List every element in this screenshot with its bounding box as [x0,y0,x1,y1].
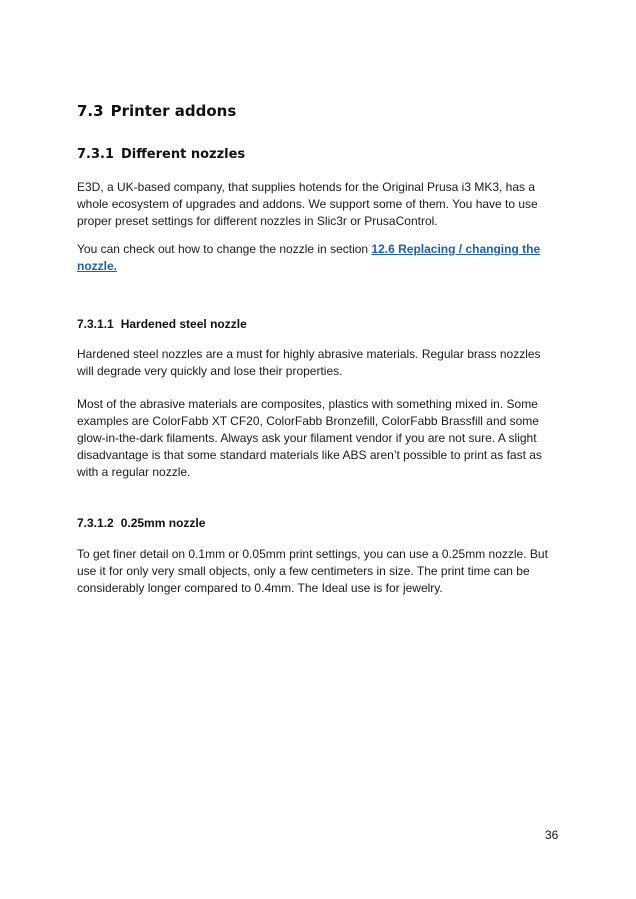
small-nozzle-title: 0.25mm nozzle [120,516,206,530]
nozzles-intro-paragraph: E3D, a UK-based company, that supplies hotends for the Original Prusa i3 MK3, has a whole ecosystem of upgrades and addons. We support some of them. You have to use proper preset settings for different nozzles in Slic3r or PrusaControl. [77,180,538,228]
subsection-heading [77,147,245,162]
small-nozzle-heading [77,516,205,530]
hardened-paragraph-1: Hardened steel nozzles are a must for highly abrasive materials. Regular brass nozzles will degrade very quickly and lose their properties. [77,347,541,378]
section-number: 7.3 [77,102,104,120]
replacing-nozzle-link[interactable]: 12.6 Replacing / changing the nozzle. [77,242,541,273]
small-nozzle-paragraph: To get finer detail on 0.1mm or 0.05mm print settings, you can use a 0.25mm nozzle. But use it for only very small objects, only a few centimeters in size. The print time can be considerably longer compared to 0.4mm. The Ideal use is for jewelry. [77,547,548,595]
small-nozzle-number: 7.3.1.2 [77,516,114,530]
hardened-heading [77,317,247,331]
hardened-paragraph-2: Most of the abrasive materials are composites, plastics with something mixed in. Some examples are ColorFabb XT CF20, ColorFabb Bronzefill, ColorFabb Brassfill and some glow-in-the-dark filaments. Always ask your filament vendor if you are not sure. A slight disadvantage is that some standard materials like ABS aren’t possible to print as fast as with a regular nozzle. [77,397,542,479]
section-title: Printer addons [110,102,237,120]
hardened-title: Hardened steel nozzle [120,317,247,331]
subsection-title: Different nozzles [121,147,246,162]
section-heading [77,102,236,120]
nozzle-reference-paragraph [77,241,557,275]
page-number: 36 [545,828,559,842]
subsection-number: 7.3.1 [77,147,115,162]
hardened-number: 7.3.1.1 [77,317,114,331]
nozzle-reference-text: You can check out how to change the nozzle in section [77,242,372,256]
